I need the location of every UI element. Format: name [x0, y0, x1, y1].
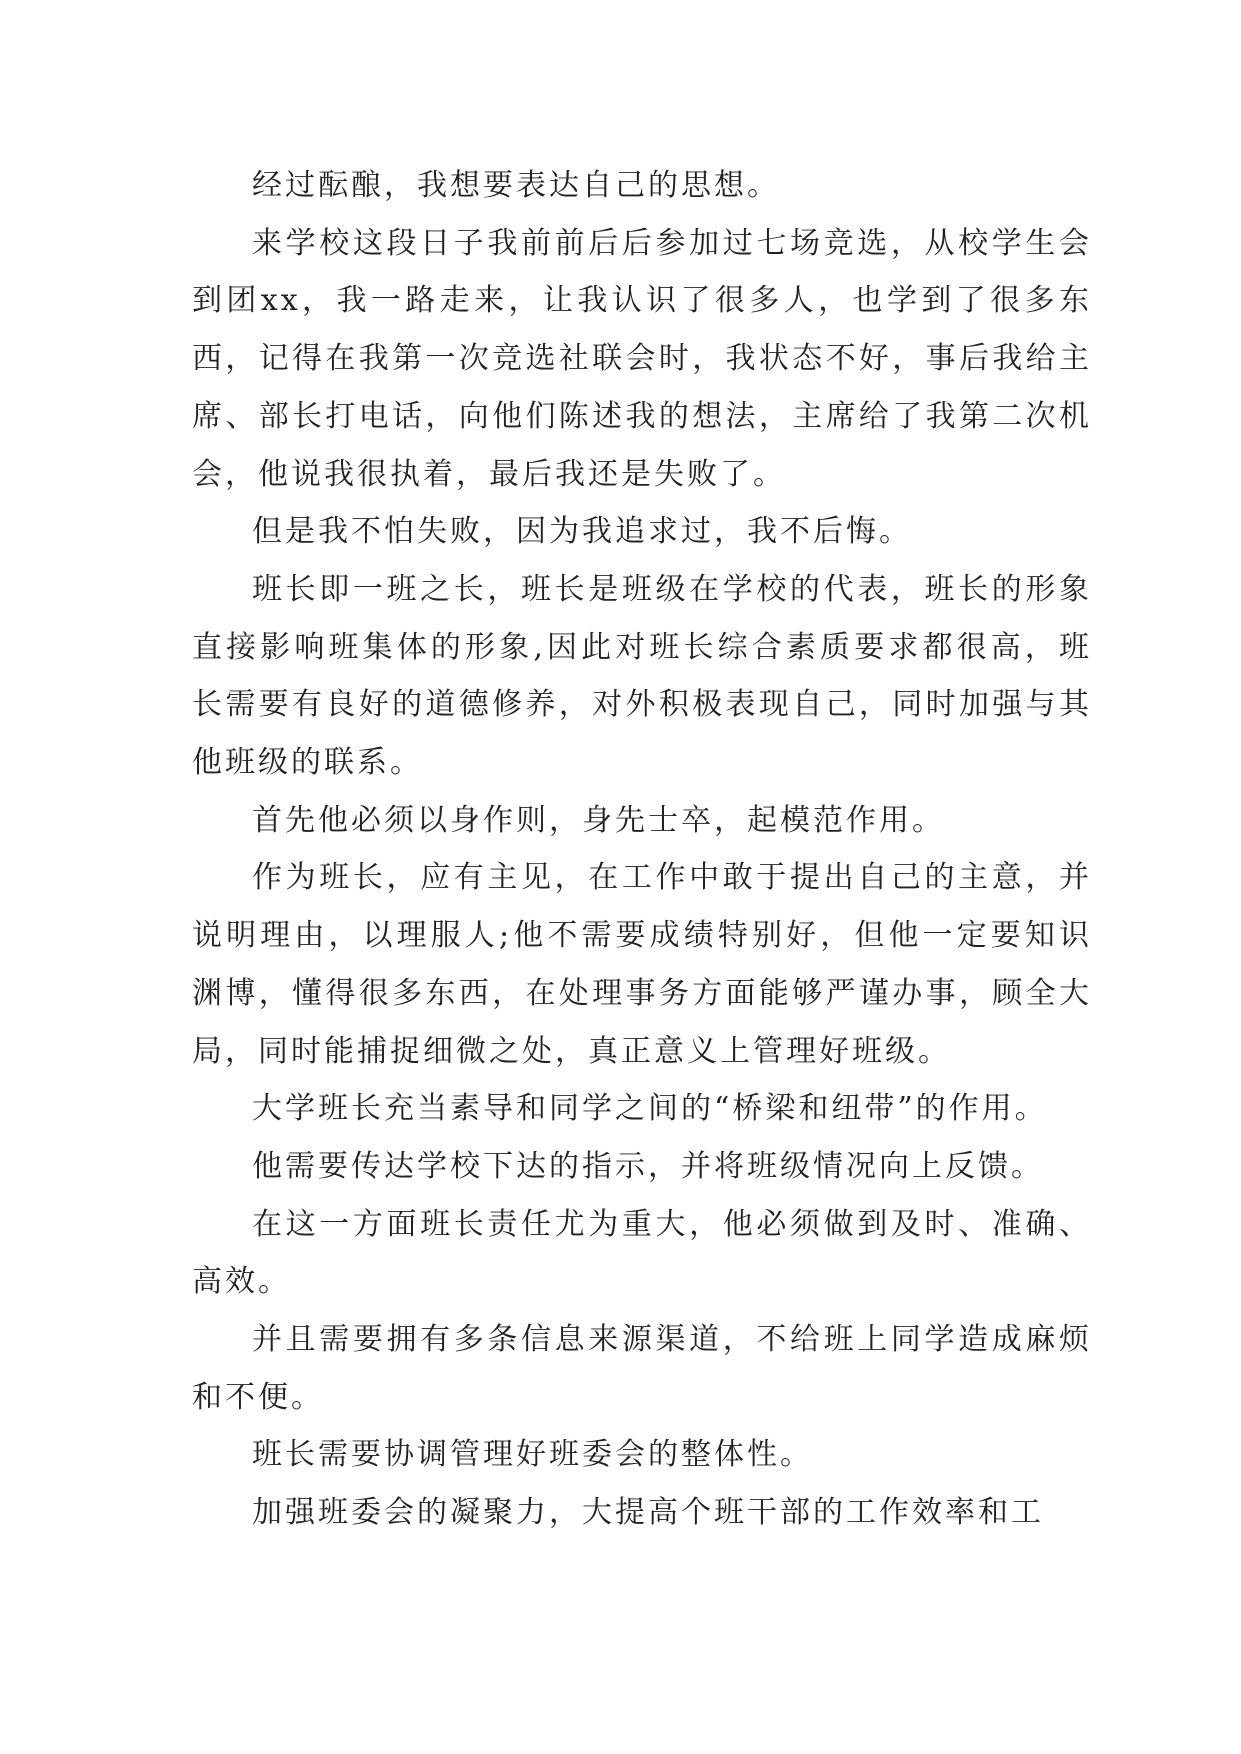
paragraph: 加强班委会的凝聚力，大提高个班干部的工作效率和工: [252, 1495, 1044, 1531]
paragraph: 首先他必须以身作则，身先士卒，起模范作用。: [252, 802, 945, 838]
paragraph: 他需要传达学校下达的指示，并将班级情况向上反馈。: [252, 1148, 1044, 1184]
paragraph: 班长需要协调管理好班委会的整体性。: [252, 1437, 813, 1473]
paragraph: 在这一方面班长责任尤为重大，他必须做到及时、准确、高效。: [192, 1206, 1092, 1300]
paragraph: 大学班长充当素导和同学之间的“桥梁和纽带”的作用。: [252, 1091, 1048, 1127]
paragraph: 并且需要拥有多条信息来源渠道，不给班上同学造成麻烦和不便。: [192, 1322, 1092, 1415]
paragraph: 经过酝酿，我想要表达自己的思想。: [252, 168, 780, 203]
paragraph: 但是我不怕失败，因为我追求过，我不后悔。: [252, 514, 912, 550]
paragraph: 班长即一班之长，班长是班级在学校的代表，班长的形象直接影响班集体的形象,因此对班长综合素质要求都很高，班长需要有良好的道德修养，对外积极表现自己，同时加强与其他班级的联系。: [192, 571, 1092, 781]
paragraph: 作为班长，应有主见，在工作中敢于提出自己的主意，并说明理由，以理服人;他不需要成绩特别好，但他一定要知识渊博，懂得很多东西，在处理事务方面能够严谨办事，顾全大局，同时能捕捉细微之处，真正意义上管理好班级。: [192, 860, 1092, 1069]
paragraph: 来学校这段日子我前前后后参加过七场竞选，从校学生会到团xx，我一路走来，让我认识了很多人，也学到了很多东西，记得在我第一次竞选社联会时，我状态不好，事后我给主席、部长打电话，向他们陈述我的想法，主席给了我第二次机会，他说我很执着，最后我还是失败了。: [192, 225, 1092, 492]
document-body: [192, 157, 1092, 1542]
